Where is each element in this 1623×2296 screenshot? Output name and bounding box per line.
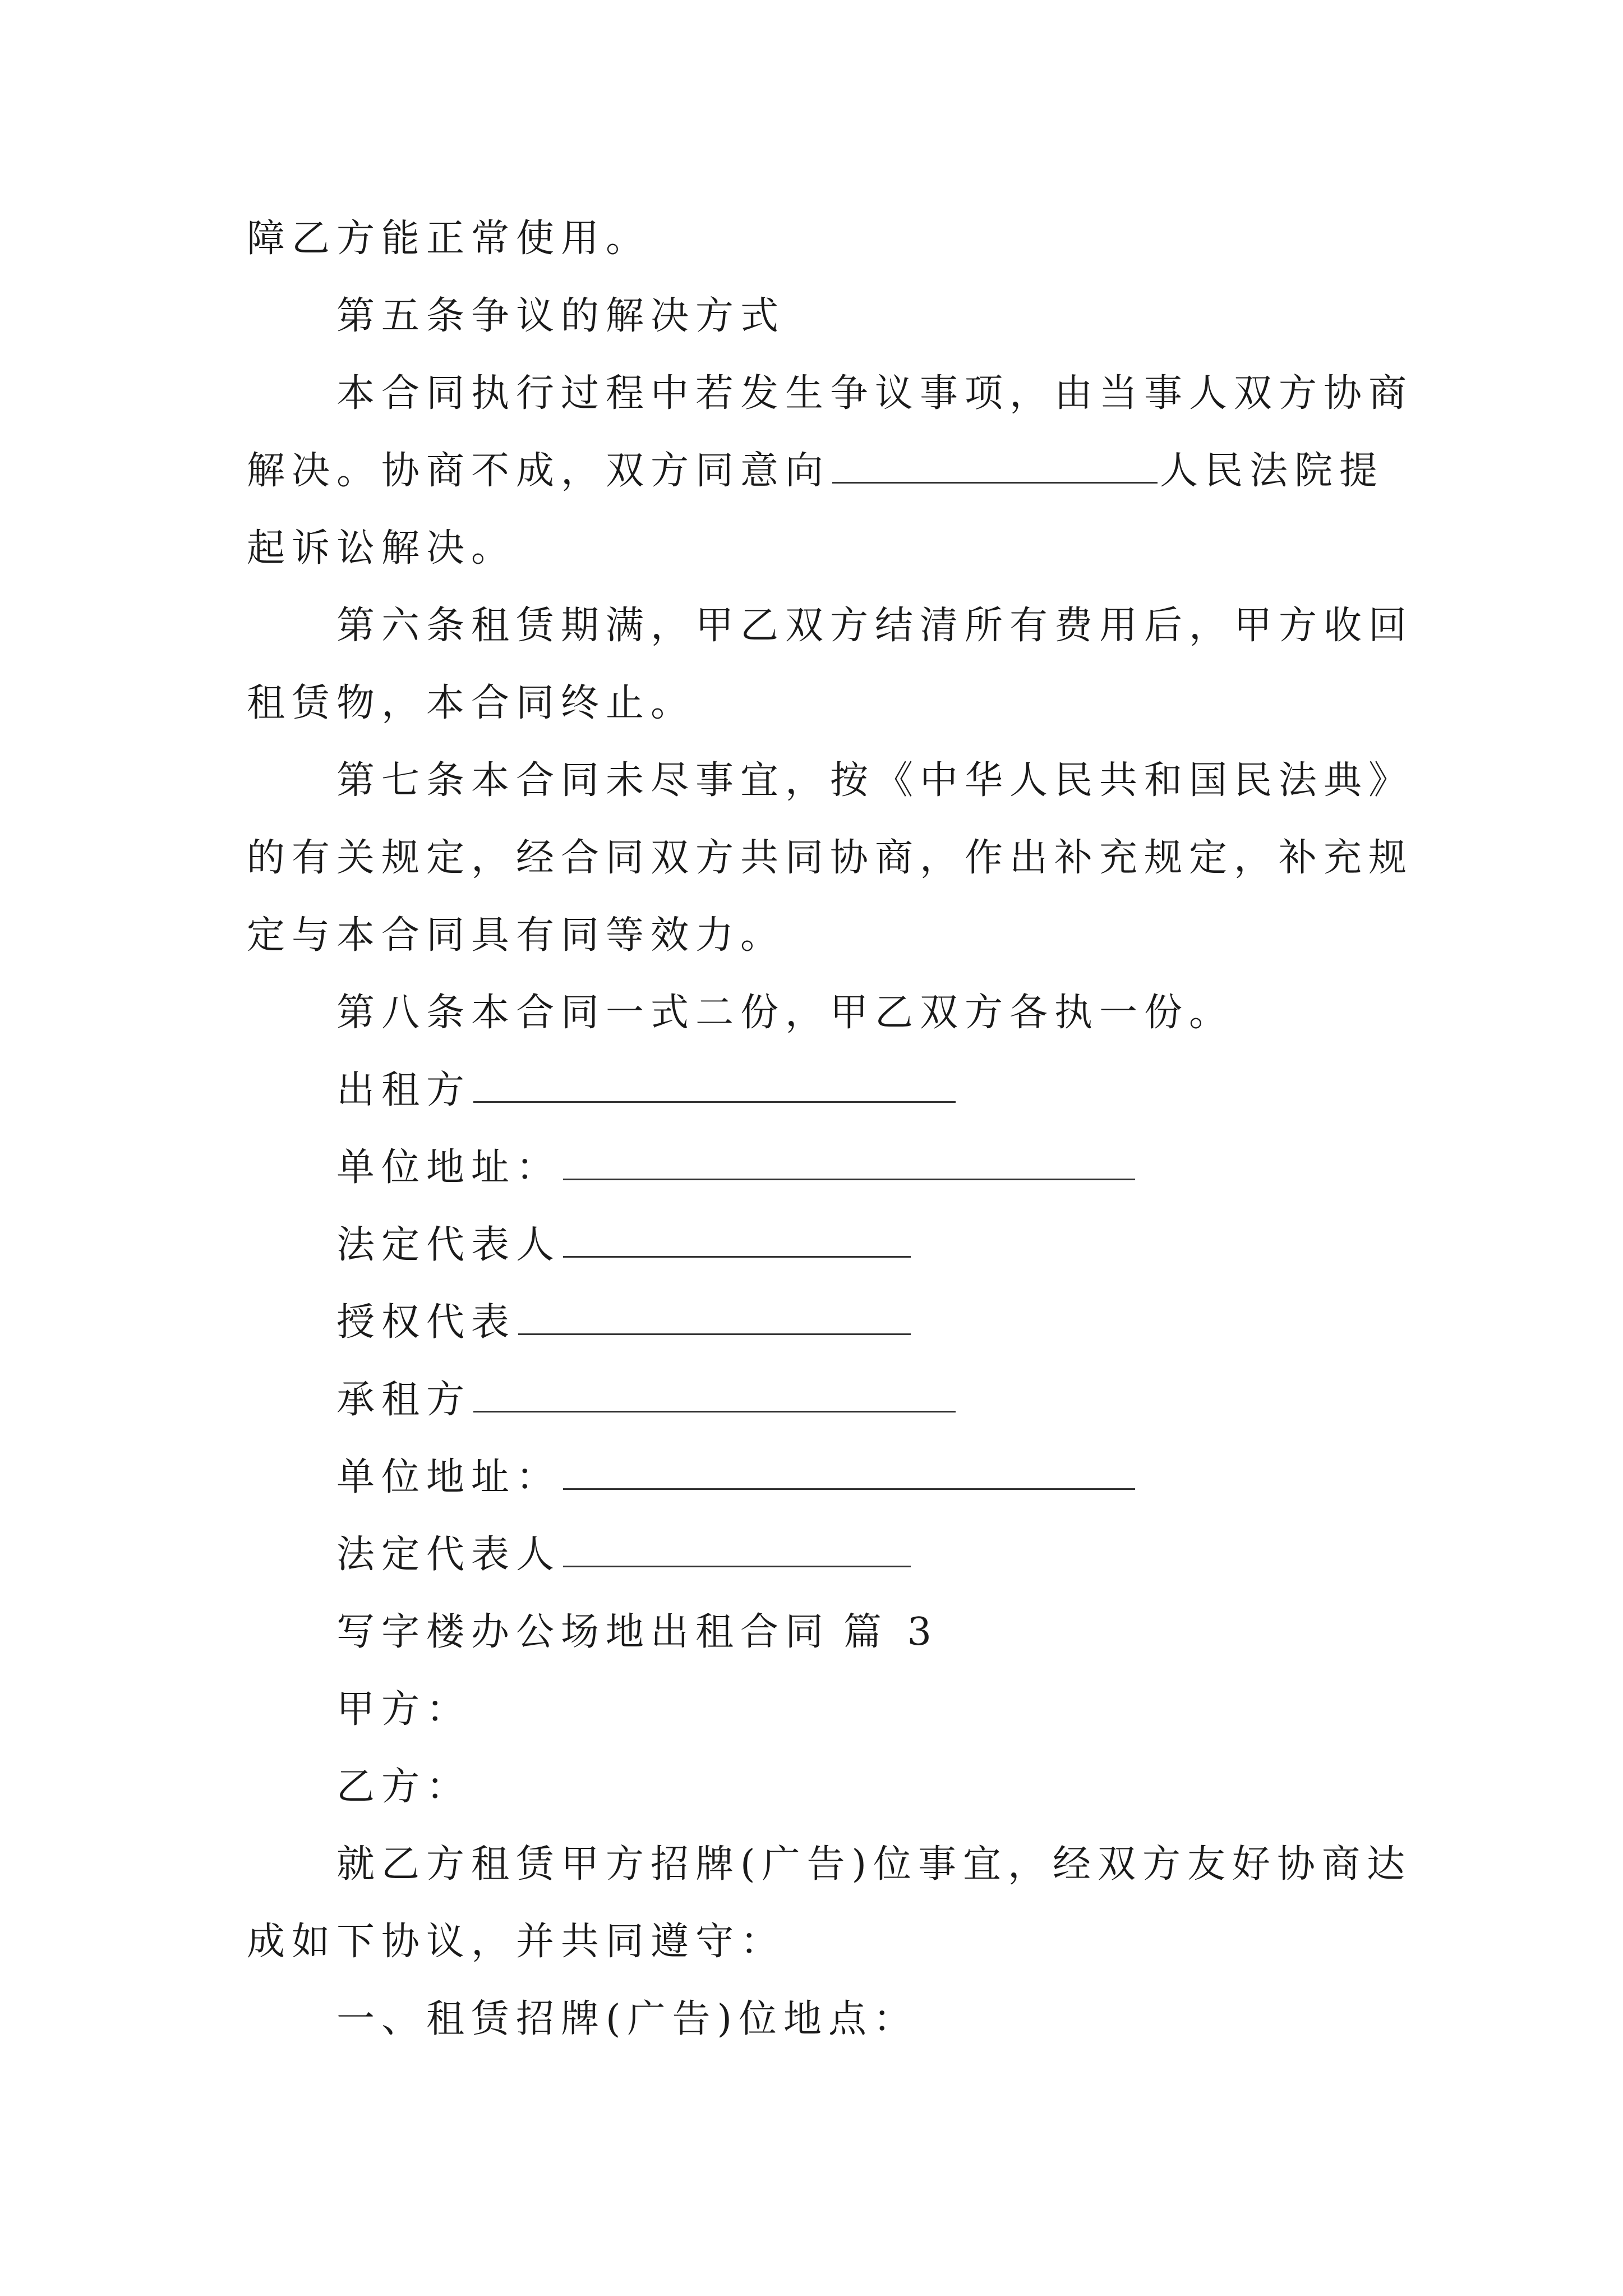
- authorized-rep-field: [336, 1297, 913, 1349]
- field-blank: [563, 1455, 1135, 1490]
- lessee-field: [336, 1374, 958, 1426]
- court-name-blank: [832, 448, 1158, 484]
- legal-rep-field: [336, 1220, 913, 1271]
- legal-rep-field: [336, 1529, 913, 1581]
- field-label: 单位地址：: [336, 1455, 561, 1499]
- item-1-heading: 一、租赁招牌(广告)位地点：: [336, 1997, 919, 2041]
- field-blank: [518, 1300, 911, 1335]
- paragraph-line: 就乙方租赁甲方招牌(广告)位事宜，经双方友好协商达: [336, 1842, 1412, 1887]
- paragraph-line: 障乙方能正常使用。: [247, 217, 651, 261]
- clause-6: 第六条租赁期满，甲乙双方结清所有费用后，甲方收回: [336, 604, 1414, 648]
- field-label: 法定代表人: [336, 1533, 561, 1577]
- paragraph-line: 租赁物，本合同终止。: [247, 681, 696, 725]
- clause-7: 第七条本合同未尽事宜，按《中华人民共和国民法典》: [336, 758, 1414, 803]
- paragraph-line: 定与本合同具有同等效力。: [247, 913, 786, 958]
- text-segment: 人民法院提: [1160, 449, 1385, 493]
- field-label: 授权代表: [336, 1300, 517, 1345]
- section-title: [336, 1607, 938, 1658]
- text-segment: 解决。协商不成，双方同意向: [247, 449, 831, 493]
- field-blank: [473, 1377, 956, 1412]
- field-blank: [563, 1222, 911, 1258]
- lessor-field: [336, 1065, 958, 1116]
- field-label: 承租方: [336, 1378, 472, 1422]
- clause-8: 第八条本合同一式二份，甲乙双方各执一份。: [336, 991, 1234, 1035]
- field-blank: [473, 1068, 956, 1103]
- field-label: 单位地址：: [336, 1145, 561, 1190]
- section-number: 篇 3: [843, 1610, 938, 1654]
- paragraph-line: 的有关规定，经合同双方共同协商，作出补充规定，补充规: [247, 836, 1414, 880]
- field-blank: [563, 1532, 911, 1567]
- field-label: 法定代表人: [336, 1223, 561, 1267]
- paragraph-line: 起诉讼解决。: [247, 526, 517, 570]
- clause-5-heading: 第五条争议的解决方式: [336, 294, 786, 338]
- field-blank: [563, 1145, 1135, 1180]
- field-label: 出租方: [336, 1068, 472, 1112]
- address-field: [336, 1452, 1137, 1503]
- paragraph-line: [247, 445, 1384, 497]
- paragraph-line: 本合同执行过程中若发生争议事项，由当事人双方协商: [336, 371, 1414, 416]
- party-a-field: 甲方：: [336, 1687, 472, 1732]
- party-b-field: 乙方：: [336, 1765, 472, 1809]
- address-field: [336, 1142, 1137, 1194]
- section-title-text: 写字楼办公场地出租合同: [336, 1610, 831, 1654]
- paragraph-line: 成如下协议，并共同遵守：: [247, 1920, 786, 1964]
